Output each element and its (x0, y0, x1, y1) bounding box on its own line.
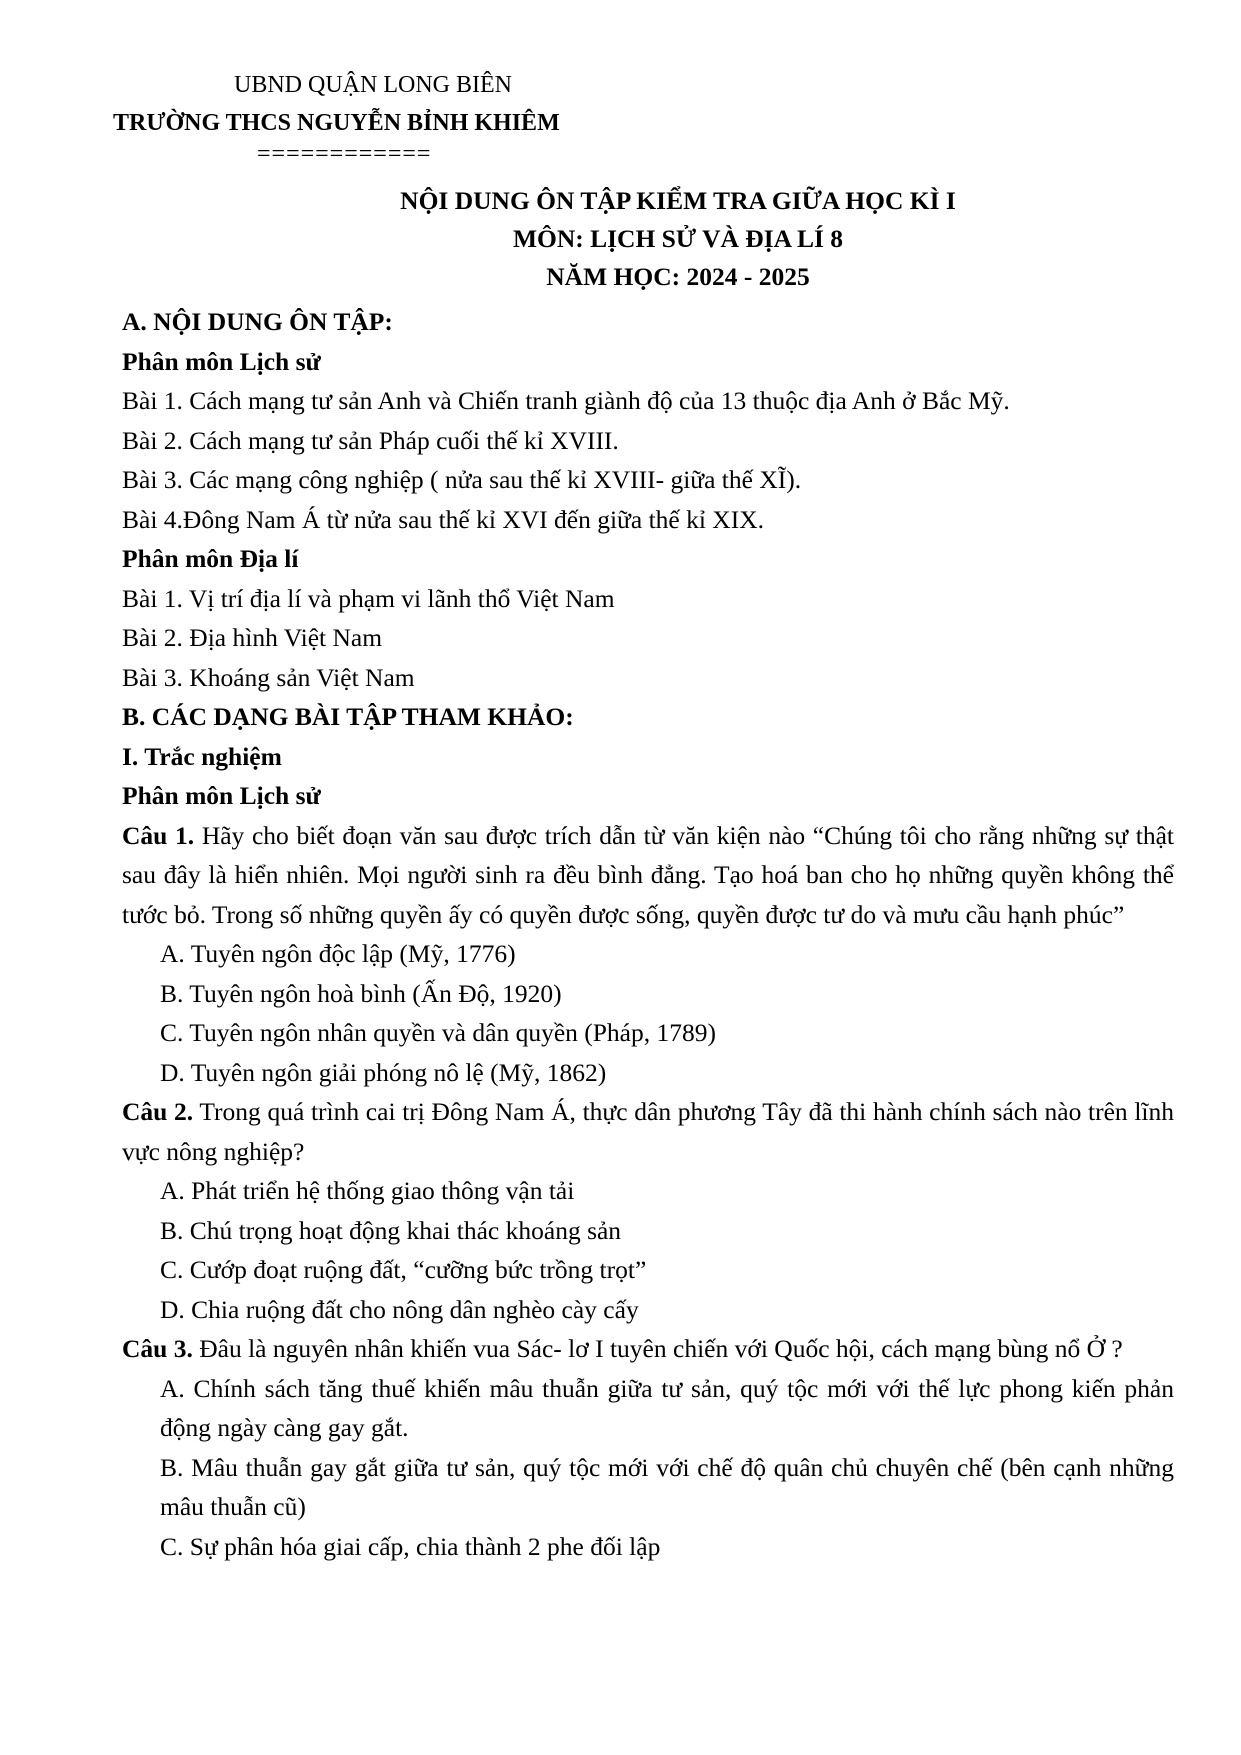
section-a-heading: A. NỘI DUNG ÔN TẬP: (122, 307, 393, 336)
document-title-block (113, 182, 1173, 296)
school-year: NĂM HỌC: 2024 - 2025 (546, 262, 810, 291)
question-label: Câu 2. (122, 1097, 194, 1126)
geography-lesson: Bài 3. Khoáng sản Việt Nam (122, 662, 415, 692)
answer-option: C. Cướp đoạt ruộng đất, “cưỡng bức trồng trọt” (160, 1255, 647, 1284)
school-header (113, 66, 633, 166)
history-lesson: Bài 3. Các mạng công nghiệp ( nửa sau thế kỉ XVIII- giữa thế XĨ). (122, 465, 802, 494)
question-label: Câu 3. (122, 1334, 193, 1363)
question-label: Câu 1. (122, 820, 195, 850)
part-1-heading: I. Trắc nghiệm (122, 741, 282, 771)
geography-heading: Phân môn Địa lí (122, 544, 299, 573)
question-3 (122, 1329, 1174, 1369)
answer-option: D. Tuyên ngôn giải phóng nô lệ (Mỹ, 1862) (160, 1057, 607, 1087)
school-name: TRƯỜNG THCS NGUYỄN BỈNH KHIÊM (113, 110, 560, 136)
answer-option: A. Chính sách tăng thuế khiến mâu thuẫn giữa tư sản, quý tộc mới với thế lực phong kiến phản động ngày càng gay gắt. (160, 1373, 1174, 1442)
question-1 (122, 816, 1174, 935)
org-name: UBND QUẬN LONG BIÊN (234, 72, 512, 98)
geography-lesson: Bài 1. Vị trí địa lí và phạm vi lãnh thổ Việt Nam (122, 583, 615, 613)
history-lesson: Bài 1. Cách mạng tư sản Anh và Chiến tranh giành độ của 13 thuộc địa Anh ở Bắc Mỹ. (122, 386, 1010, 415)
answer-option: D. Chia ruộng đất cho nông dân nghèo cày cấy (160, 1294, 639, 1324)
answer-option: C. Sự phân hóa giai cấp, chia thành 2 phe đối lập (160, 1531, 661, 1561)
section-b-heading: B. CÁC DẠNG BÀI TẬP THAM KHẢO: (122, 702, 574, 731)
answer-option: C. Tuyên ngôn nhân quyền và dân quyền (Pháp, 1789) (160, 1018, 716, 1047)
history-lesson: Bài 4.Đông Nam Á từ nửa sau thế kỉ XVI đến giữa thế kỉ XIX. (122, 504, 765, 534)
answer-option: B. Mâu thuẫn gay gắt giữa tư sản, quý tộc mới với chế độ quân chủ chuyên chế (bên cạnh những mâu thuẫn cũ) (160, 1452, 1174, 1521)
history-heading: Phân môn Lịch sử (122, 346, 321, 376)
answer-option: A. Phát triển hệ thống giao thông vận tải (160, 1176, 575, 1205)
document-body (122, 302, 1174, 1566)
subject-title: MÔN: LỊCH SỬ VÀ ĐỊA LÍ 8 (512, 224, 844, 253)
question-text: Trong quá trình cai trị Đông Nam Á, thực dân phương Tây đã thi hành chính sách nào trên lĩnh vực nông nghiệp? (122, 1097, 1174, 1166)
answer-option: B. Tuyên ngôn hoà bình (Ấn Độ, 1920) (160, 978, 562, 1008)
answer-option: B. Chú trọng hoạt động khai thác khoáng sản (160, 1215, 622, 1245)
history-lesson: Bài 2. Cách mạng tư sản Pháp cuối thế kỉ XVIII. (122, 425, 619, 455)
document-title: NỘI DUNG ÔN TẬP KIỂM TRA GIỮA HỌC KÌ I (400, 186, 956, 215)
geography-lesson: Bài 2. Địa hình Việt Nam (122, 623, 383, 652)
question-text: Hãy cho biết đoạn văn sau được trích dẫn từ văn kiện nào “Chúng tôi cho rằng những sự thật sau đây là hiển nhiên. Mọi người sinh ra đều bình đẳng. Tạo hoá ban cho họ những quyền không thể tước bỏ. Trong số những quyền ấy có quyền được sống, quyền được tư do và mưu cầu hạnh phúc” (122, 820, 1174, 929)
answer-option: A. Tuyên ngôn độc lập (Mỹ, 1776) (160, 939, 516, 968)
question-2 (122, 1092, 1174, 1171)
header-separator: ============ (257, 141, 432, 167)
question-text: Đâu là nguyên nhân khiến vua Sác- lơ I tuyên chiến với Quốc hội, cách mạng bùng nổ Ở ? (192, 1334, 1123, 1363)
history-heading: Phân môn Lịch sử (122, 781, 321, 810)
